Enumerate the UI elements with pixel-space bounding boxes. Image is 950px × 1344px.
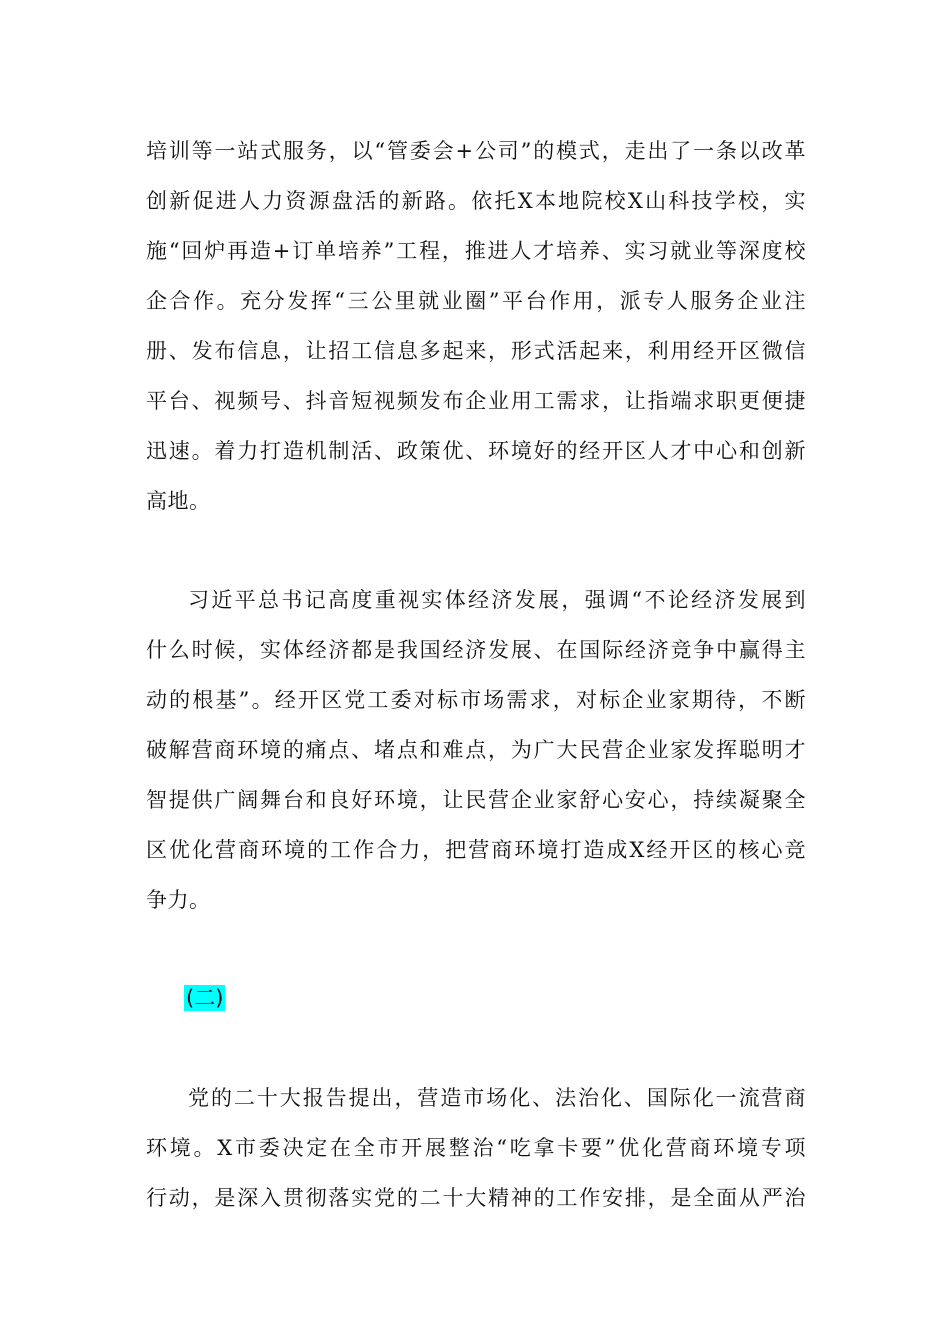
paragraph-line: 施“回炉再造+订单培养”工程，推进人才培养、实习就业等深度校	[146, 239, 806, 263]
paragraph-line: 高地。	[146, 489, 211, 513]
paragraph-line: 培训等一站式服务，以“管委会+公司”的模式，走出了一条以改革	[146, 139, 806, 163]
paragraph-line: 党的二十大报告提出，营造市场化、法治化、国际化一流营商	[188, 1086, 806, 1110]
paragraph-line: 创新促进人力资源盘活的新路。依托X本地院校X山科技学校，实	[146, 189, 806, 213]
paragraph-line: 争力。	[146, 888, 211, 912]
paragraph-line: 什么时候，实体经济都是我国经济发展、在国际经济竞争中赢得主	[146, 638, 806, 662]
paragraph-line: 动的根基”。经开区党工委对标市场需求，对标企业家期待，不断	[146, 688, 806, 712]
paragraph-line: 智提供广阔舞台和良好环境，让民营企业家舒心安心，持续凝聚全	[146, 788, 806, 812]
section-heading: (二)	[186, 986, 224, 1010]
paragraph-line: 习近平总书记高度重视实体经济发展，强调“不论经济发展到	[188, 588, 806, 612]
paragraph-line: 行动，是深入贯彻落实党的二十大精神的工作安排，是全面从严治	[146, 1186, 806, 1210]
paragraph-line: 迅速。着力打造机制活、政策优、环境好的经开区人才中心和创新	[146, 439, 806, 463]
paragraph-line: 环境。X市委决定在全市开展整治“吃拿卡要”优化营商环境专项	[146, 1136, 806, 1160]
paragraph-line: 平台、视频号、抖音短视频发布企业用工需求，让指端求职更便捷	[146, 389, 806, 413]
paragraph-line: 册、发布信息，让招工信息多起来，形式活起来，利用经开区微信	[146, 339, 806, 363]
paragraph-line: 企合作。充分发挥“三公里就业圈”平台作用，派专人服务企业注	[146, 289, 806, 313]
paragraph-line: 区优化营商环境的工作合力，把营商环境打造成X经开区的核心竞	[146, 838, 806, 862]
paragraph-line: 破解营商环境的痛点、堵点和难点，为广大民营企业家发挥聪明才	[146, 738, 806, 762]
